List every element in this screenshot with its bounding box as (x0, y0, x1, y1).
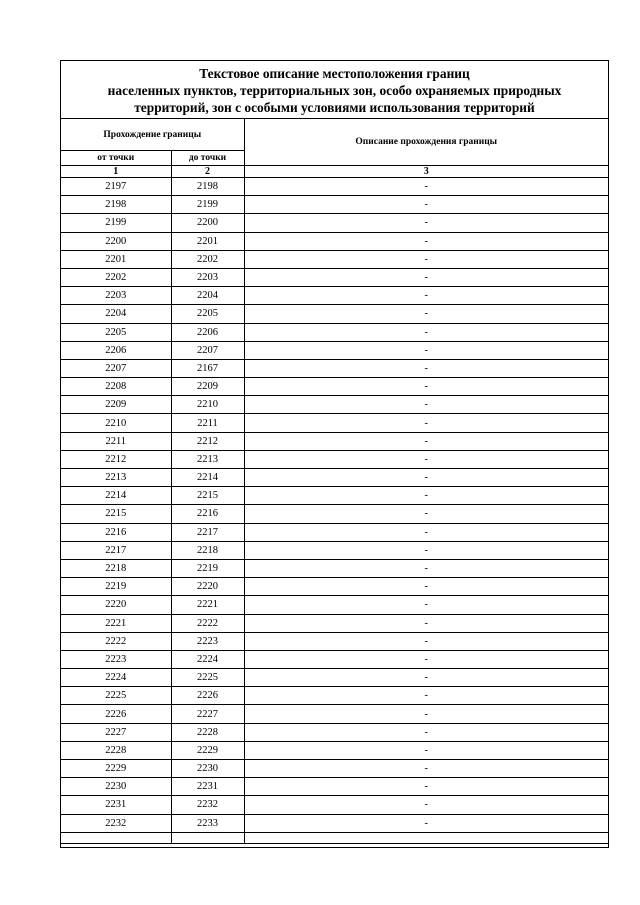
cell-from-point: 2217 (61, 541, 171, 559)
cell-description: - (244, 650, 608, 668)
cell-from-point: 2214 (61, 487, 171, 505)
cell-description: - (244, 450, 608, 468)
cell-description: - (244, 250, 608, 268)
table-row (61, 196, 608, 214)
cell-from-point: 2207 (61, 359, 171, 377)
cell-from-point: 2206 (61, 341, 171, 359)
cell-to-point: 2230 (171, 760, 244, 778)
cell-description: - (244, 523, 608, 541)
table-row (61, 250, 608, 268)
table-row (61, 614, 608, 632)
cell-description: - (244, 414, 608, 432)
cell-from-point: 2228 (61, 741, 171, 759)
cell-from-point: 2221 (61, 614, 171, 632)
table-row (61, 578, 608, 596)
title-line-3: территорий, зон с особыми условиями использования территорий (134, 100, 535, 115)
cell-description: - (244, 614, 608, 632)
table-row (61, 341, 608, 359)
cell-to-point: 2205 (171, 305, 244, 323)
cell-to-point: 2218 (171, 541, 244, 559)
cell-to-point: 2221 (171, 596, 244, 614)
cell-from-point: 2224 (61, 669, 171, 687)
cell-description: - (244, 268, 608, 286)
table-row (61, 396, 608, 414)
table-row (61, 796, 608, 814)
cell-description: - (244, 341, 608, 359)
table-row-empty (61, 832, 608, 843)
header-num-3: 3 (244, 166, 608, 178)
header-passage: Прохождение границы (61, 119, 244, 151)
table-row (61, 268, 608, 286)
cell-to-point: 2227 (171, 705, 244, 723)
table-row (61, 323, 608, 341)
cell-description: - (244, 796, 608, 814)
table-row (61, 378, 608, 396)
cell-to-point: 2212 (171, 432, 244, 450)
cell-from-point: 2213 (61, 469, 171, 487)
cell-from-point: 2198 (61, 196, 171, 214)
cell-description: - (244, 778, 608, 796)
table-row (61, 232, 608, 250)
cell-description: - (244, 578, 608, 596)
cell-to-point: 2214 (171, 469, 244, 487)
cell-to-point: 2222 (171, 614, 244, 632)
cell-from-point: 2211 (61, 432, 171, 450)
cell-to-point: 2207 (171, 341, 244, 359)
cell-to-point: 2220 (171, 578, 244, 596)
table-row (61, 705, 608, 723)
cell-to-point: 2198 (171, 178, 244, 196)
header-description: Описание прохождения границы (244, 119, 608, 166)
cell-from-point: 2227 (61, 723, 171, 741)
cell-from-point: 2222 (61, 632, 171, 650)
table-row (61, 432, 608, 450)
document-frame (60, 60, 609, 848)
cell-description: - (244, 359, 608, 377)
cell-to-point: 2226 (171, 687, 244, 705)
cell-to-point: 2224 (171, 650, 244, 668)
cell-description: - (244, 596, 608, 614)
cell-from-point: 2216 (61, 523, 171, 541)
cell-to-point: 2217 (171, 523, 244, 541)
cell-description: - (244, 632, 608, 650)
cell-description: - (244, 178, 608, 196)
table-body (61, 178, 608, 844)
cell-from-point: 2231 (61, 796, 171, 814)
cell-to-point: 2225 (171, 669, 244, 687)
cell-to-point: 2216 (171, 505, 244, 523)
cell-description: - (244, 541, 608, 559)
cell-empty (61, 832, 171, 843)
cell-from-point: 2232 (61, 814, 171, 832)
table-row (61, 632, 608, 650)
cell-description: - (244, 741, 608, 759)
cell-from-point: 2210 (61, 414, 171, 432)
cell-description: - (244, 196, 608, 214)
cell-empty (244, 832, 608, 843)
cell-to-point: 2209 (171, 378, 244, 396)
cell-from-point: 2219 (61, 578, 171, 596)
cell-description: - (244, 305, 608, 323)
cell-from-point: 2225 (61, 687, 171, 705)
cell-from-point: 2208 (61, 378, 171, 396)
title-line-1: Текстовое описание местоположения границ (199, 66, 470, 81)
cell-description: - (244, 487, 608, 505)
cell-from-point: 2202 (61, 268, 171, 286)
table-row (61, 760, 608, 778)
cell-description: - (244, 378, 608, 396)
table-row (61, 487, 608, 505)
boundary-table (61, 119, 608, 844)
cell-to-point: 2204 (171, 287, 244, 305)
table-row (61, 778, 608, 796)
cell-to-point: 2229 (171, 741, 244, 759)
table-row (61, 541, 608, 559)
table-row (61, 814, 608, 832)
cell-to-point: 2200 (171, 214, 244, 232)
cell-description: - (244, 687, 608, 705)
cell-from-point: 2223 (61, 650, 171, 668)
title-line-2: населенных пунктов, территориальных зон, особо охраняемых природных (107, 83, 562, 98)
table-row (61, 178, 608, 196)
table-row (61, 669, 608, 687)
table-row (61, 214, 608, 232)
cell-to-point: 2232 (171, 796, 244, 814)
cell-description: - (244, 469, 608, 487)
table-row (61, 650, 608, 668)
cell-from-point: 2201 (61, 250, 171, 268)
cell-description: - (244, 287, 608, 305)
cell-description: - (244, 814, 608, 832)
cell-from-point: 2203 (61, 287, 171, 305)
header-from: от точки (61, 151, 171, 166)
cell-description: - (244, 559, 608, 577)
cell-to-point: 2215 (171, 487, 244, 505)
table-row (61, 414, 608, 432)
cell-description: - (244, 705, 608, 723)
cell-description: - (244, 723, 608, 741)
table-row (61, 523, 608, 541)
cell-from-point: 2204 (61, 305, 171, 323)
cell-from-point: 2215 (61, 505, 171, 523)
cell-to-point: 2211 (171, 414, 244, 432)
cell-to-point: 2231 (171, 778, 244, 796)
table-row (61, 287, 608, 305)
table-row (61, 305, 608, 323)
table-row (61, 741, 608, 759)
cell-from-point: 2218 (61, 559, 171, 577)
cell-description: - (244, 432, 608, 450)
cell-from-point: 2205 (61, 323, 171, 341)
cell-to-point: 2228 (171, 723, 244, 741)
cell-from-point: 2199 (61, 214, 171, 232)
cell-from-point: 2220 (61, 596, 171, 614)
table-row (61, 723, 608, 741)
cell-from-point: 2209 (61, 396, 171, 414)
cell-to-point: 2233 (171, 814, 244, 832)
cell-description: - (244, 323, 608, 341)
cell-to-point: 2201 (171, 232, 244, 250)
cell-to-point: 2202 (171, 250, 244, 268)
cell-description: - (244, 505, 608, 523)
cell-to-point: 2210 (171, 396, 244, 414)
cell-to-point: 2167 (171, 359, 244, 377)
cell-to-point: 2213 (171, 450, 244, 468)
cell-description: - (244, 214, 608, 232)
header-num-2: 2 (171, 166, 244, 178)
cell-to-point: 2206 (171, 323, 244, 341)
cell-description: - (244, 669, 608, 687)
table-row (61, 596, 608, 614)
cell-to-point: 2223 (171, 632, 244, 650)
cell-to-point: 2199 (171, 196, 244, 214)
header-num-1: 1 (61, 166, 171, 178)
cell-from-point: 2197 (61, 178, 171, 196)
cell-from-point: 2200 (61, 232, 171, 250)
cell-empty (171, 832, 244, 843)
cell-description: - (244, 760, 608, 778)
document-title (61, 61, 608, 119)
cell-from-point: 2230 (61, 778, 171, 796)
cell-from-point: 2226 (61, 705, 171, 723)
table-row (61, 505, 608, 523)
cell-to-point: 2203 (171, 268, 244, 286)
header-to: до точки (171, 151, 244, 166)
cell-to-point: 2219 (171, 559, 244, 577)
cell-from-point: 2212 (61, 450, 171, 468)
cell-from-point: 2229 (61, 760, 171, 778)
cell-description: - (244, 232, 608, 250)
cell-description: - (244, 396, 608, 414)
table-row (61, 359, 608, 377)
table-row (61, 687, 608, 705)
table-row (61, 450, 608, 468)
table-row (61, 559, 608, 577)
table-row (61, 469, 608, 487)
